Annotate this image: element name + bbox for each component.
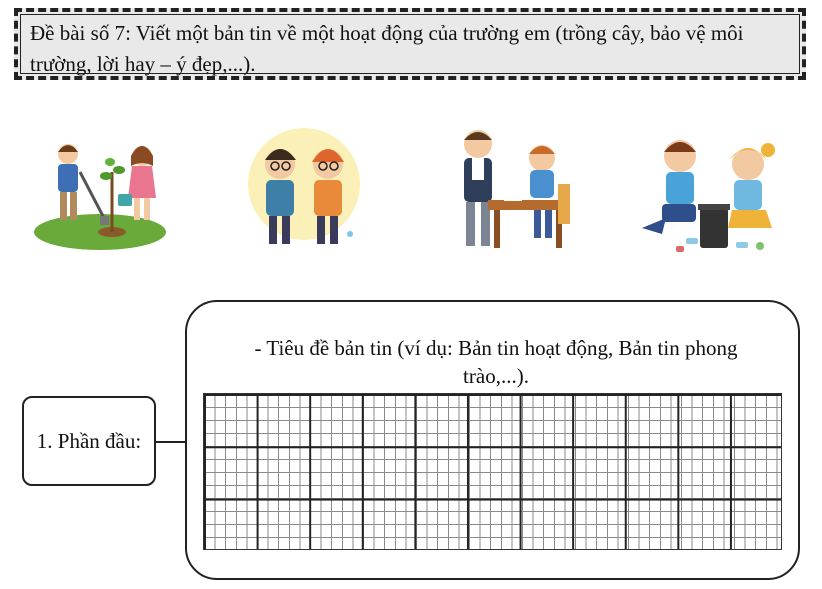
tree-planting-illustration [30, 132, 170, 252]
writing-grid[interactable] [203, 393, 782, 550]
section-content-text: - Tiêu đề bản tin (ví dụ: Bản tin hoạt động, Bản tin phong trào,...). [254, 336, 738, 388]
section-label-box [22, 396, 156, 486]
task-prompt-text: Đề bài số 7: Viết một bản tin về một hoạt động của trường em (trồng cây, bảo vệ môi trường, lời hay – ý đẹp,...). [30, 21, 744, 76]
recycling-illustration [636, 130, 784, 258]
students-talking-illustration [240, 124, 365, 252]
teacher-student-illustration [450, 122, 575, 254]
connector-line [156, 441, 186, 443]
section-label: 1. Phần đầu: [36, 428, 142, 453]
task-prompt-box [14, 8, 806, 80]
